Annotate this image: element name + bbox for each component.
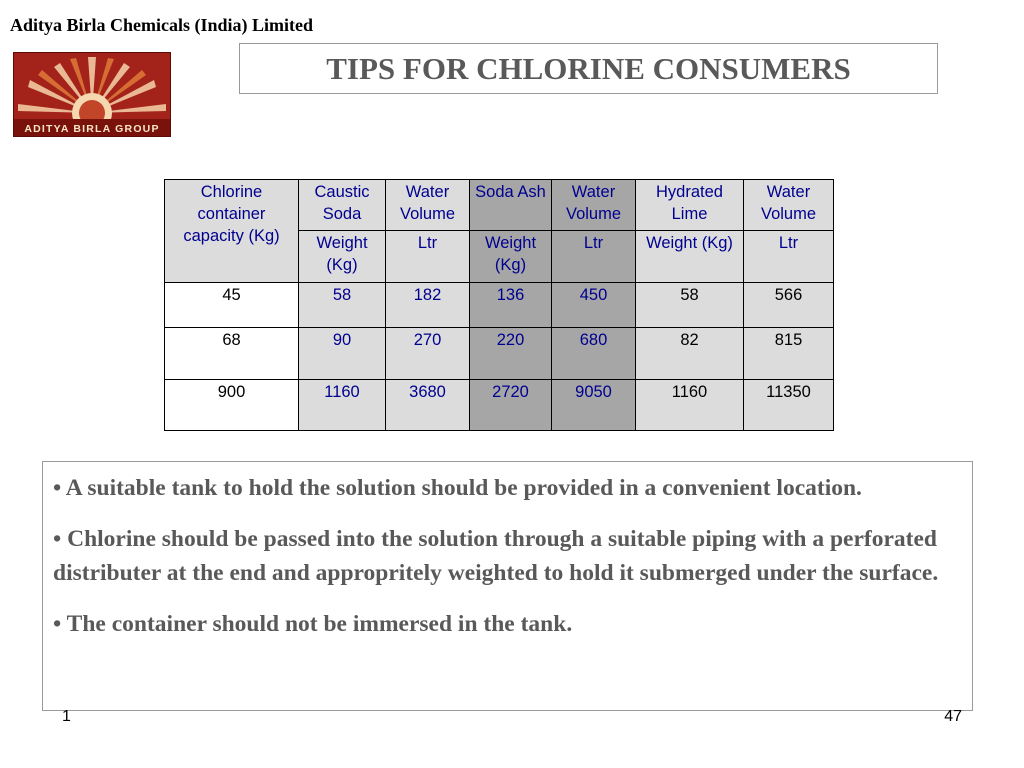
table-cell: 450 bbox=[552, 283, 636, 328]
table-cell: 1160 bbox=[636, 380, 744, 431]
logo-text: ADITYA BIRLA GROUP bbox=[24, 123, 160, 135]
table-header-row bbox=[165, 180, 834, 231]
table-cell: 45 bbox=[165, 283, 299, 328]
header-cell: Water Volume bbox=[552, 180, 636, 231]
unit-cell: Weight (Kg) bbox=[636, 231, 744, 283]
chlorine-neutralization-table bbox=[164, 179, 834, 431]
table-cell: 3680 bbox=[386, 380, 470, 431]
header-cell: Water Volume bbox=[744, 180, 834, 231]
unit-cell: Ltr bbox=[744, 231, 834, 283]
header-cell: Soda Ash bbox=[470, 180, 552, 231]
table-cell: 58 bbox=[299, 283, 386, 328]
table-cell: 220 bbox=[470, 328, 552, 380]
footer-left-number: 1 bbox=[62, 708, 71, 725]
table-cell: 270 bbox=[386, 328, 470, 380]
table-cell: 9050 bbox=[552, 380, 636, 431]
table-cell: 680 bbox=[552, 328, 636, 380]
aditya-birla-logo bbox=[13, 52, 171, 137]
table-cell: 566 bbox=[744, 283, 834, 328]
table-cell: 2720 bbox=[470, 380, 552, 431]
unit-cell: Ltr bbox=[552, 231, 636, 283]
table-cell: 90 bbox=[299, 328, 386, 380]
table-cell: 900 bbox=[165, 380, 299, 431]
table-cell: 136 bbox=[470, 283, 552, 328]
table-cell: 58 bbox=[636, 283, 744, 328]
header-cell: Hydrated Lime bbox=[636, 180, 744, 231]
unit-cell: Ltr bbox=[386, 231, 470, 283]
table-cell: 815 bbox=[744, 328, 834, 380]
tip-bullet: • Chlorine should be passed into the solution through a suitable piping with a perforated distributer at the end and appropritely weighted to hold it submerged under the surface. bbox=[53, 526, 939, 586]
table-row bbox=[165, 328, 834, 380]
table-row bbox=[165, 380, 834, 431]
company-name: Aditya Birla Chemicals (India) Limited bbox=[10, 15, 314, 35]
unit-cell: Weight (Kg) bbox=[470, 231, 552, 283]
table-cell: 182 bbox=[386, 283, 470, 328]
header-cell: Caustic Soda bbox=[299, 180, 386, 231]
tip-bullet: • A suitable tank to hold the solution should be provided in a convenient location. bbox=[53, 475, 862, 501]
table-row bbox=[165, 283, 834, 328]
tip-bullet: • The container should not be immersed in the tank. bbox=[53, 611, 573, 637]
unit-cell: Weight (Kg) bbox=[299, 231, 386, 283]
tips-text-box bbox=[42, 461, 973, 711]
table-cell: 68 bbox=[165, 328, 299, 380]
slide-number: 47 bbox=[944, 708, 962, 725]
table-cell: 11350 bbox=[744, 380, 834, 431]
table-cell: 82 bbox=[636, 328, 744, 380]
header-cell: Water Volume bbox=[386, 180, 470, 231]
header-cell: Chlorine container capacity (Kg) bbox=[165, 180, 299, 283]
title-box bbox=[239, 43, 938, 94]
page-title: TIPS FOR CHLORINE CONSUMERS bbox=[326, 50, 851, 86]
table-cell: 1160 bbox=[299, 380, 386, 431]
